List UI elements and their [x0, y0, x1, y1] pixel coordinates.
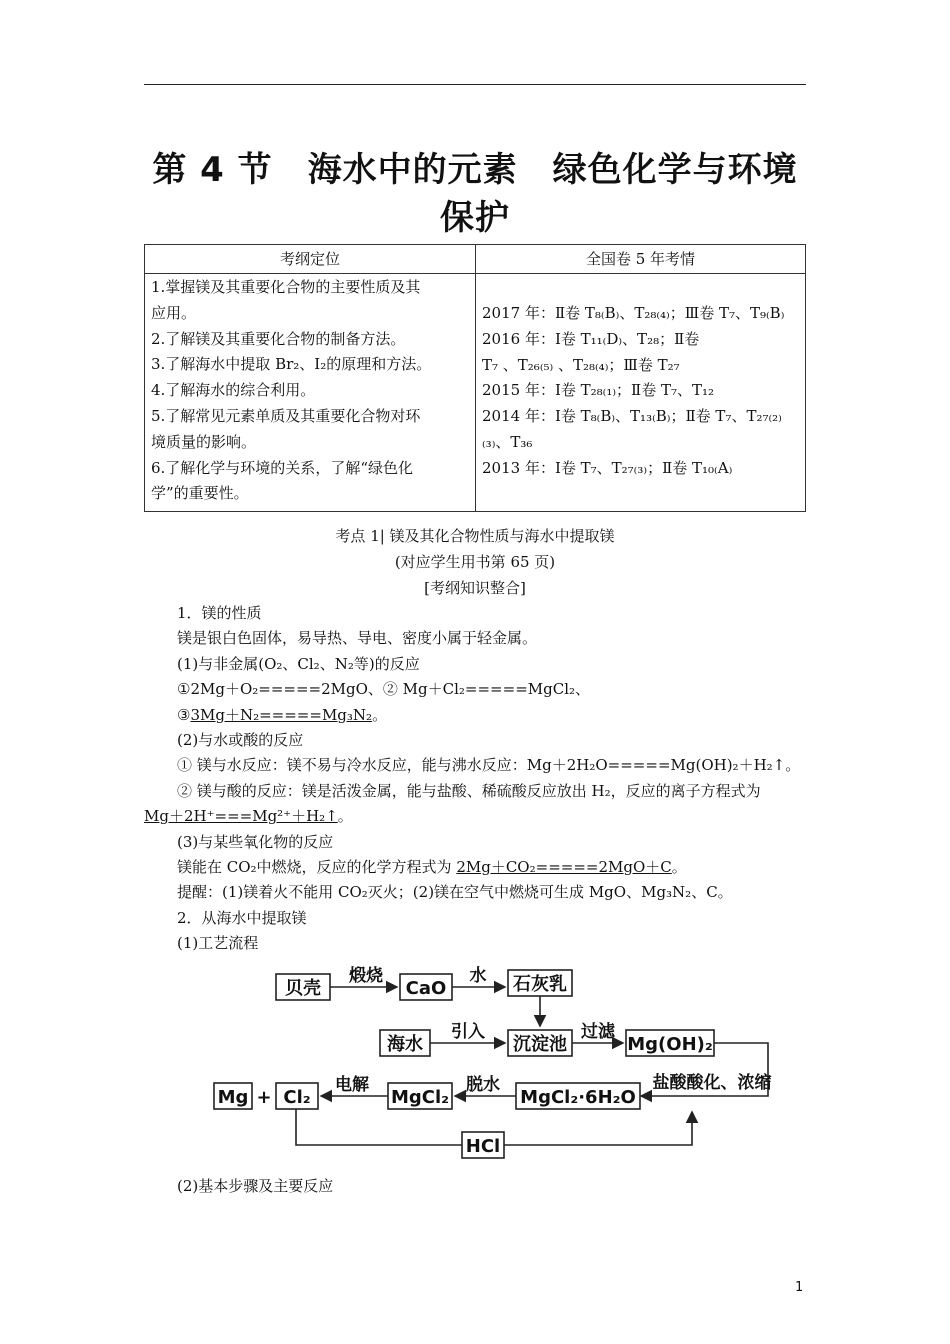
subheading-water-acid: (2)与水或酸的反应 [177, 731, 304, 750]
label-electrolysis: 电解 [335, 1075, 369, 1095]
label-mgcl2: MgCl₂ [390, 1087, 450, 1108]
label-mgoh2: Mg(OH)₂ [627, 1034, 713, 1055]
outline-left-line: 境质量的影响。 [151, 432, 257, 451]
label-calcine: 煅烧 [349, 966, 383, 986]
reaction-prefix: ③ [177, 705, 191, 724]
punctuation: 。 [337, 807, 353, 826]
outline-left-cell [145, 274, 476, 512]
flow-caption: (1)工艺流程 [177, 934, 259, 953]
outline-left-line: 4.了解海水的综合利用。 [151, 381, 316, 400]
label-water: 水 [469, 966, 487, 986]
header-rule [144, 84, 806, 85]
section-heading: 考点 1| 镁及其化合物性质与海水中提取镁 [335, 527, 615, 545]
outline-left-line: 1.掌握镁及其重要化合物的主要性质及其 [151, 278, 421, 296]
outline-table [144, 244, 806, 512]
label-tank: 沉淀池 [513, 1034, 567, 1055]
label-introduce: 引入 [451, 1022, 485, 1042]
subheading-nonmetal: (1)与非金属(O₂、Cl₂、N₂等)的反应 [177, 654, 420, 673]
answer-co2-equation: 2Mg＋CO₂=====2MgO＋C [456, 858, 672, 877]
outline-header-left: 考纲定位 [145, 245, 476, 274]
outline-right-line: 2017 年：Ⅱ卷 T₈₍B₎、T₂₈₍₄₎；Ⅲ卷 T₇、T₉₍B₎ [482, 304, 785, 322]
tip-line: 提醒：(1)镁着火不能用 CO₂灭火；(2)镁在空气中燃烧可生成 MgO、Mg₃N₂、C。 [177, 883, 733, 902]
heading-mg-properties: 1．镁的性质 [177, 604, 262, 622]
outline-left-line: 3.了解海水中提取 Br₂、I₂的原理和方法。 [151, 355, 432, 374]
reaction-line-1: ①2Mg＋O₂=====2MgO、② Mg＋Cl₂=====MgCl₂、 [177, 680, 591, 699]
punctuation: 。 [671, 858, 687, 877]
page-title-line1: 第 4 节 海水中的元素 绿色化学与环境 [152, 150, 798, 190]
punctuation: 。 [372, 705, 388, 724]
label-shell: 贝壳 [285, 978, 321, 999]
heading-seawater-extraction: 2．从海水中提取镁 [177, 908, 307, 927]
water-reaction: ① 镁与水反应：镁不易与冷水反应，能与沸水反应：Mg＋2H₂O=====Mg(OH)₂＋H₂↑。 [177, 756, 801, 775]
book-reference: (对应学生用书第 65 页) [394, 553, 556, 571]
outline-right-line: 2015 年：Ⅰ卷 T₂₈₍₁₎；Ⅱ卷 T₇、T₁₂ [482, 381, 715, 400]
label-filter: 过滤 [581, 1022, 615, 1042]
outline-left-line: 学”的重要性。 [151, 484, 249, 503]
outline-right-line: ₍₃₎、T₃₆ [482, 432, 533, 451]
label-mgcl2-hydrate: MgCl₂·6H₂O [520, 1087, 636, 1108]
label-acidify: 盐酸酸化、浓缩 [652, 1073, 772, 1093]
reaction-line-2 [144, 703, 810, 728]
outline-right-cell [476, 274, 806, 512]
label-limemilk: 石灰乳 [513, 974, 567, 995]
mg-extraction-flowchart [200, 958, 780, 1166]
subheading-oxides: (3)与某些氧化物的反应 [177, 832, 334, 851]
acid-reaction-eq-line [144, 804, 810, 829]
label-seawater: 海水 [387, 1034, 423, 1055]
label-dehydrate: 脱水 [466, 1075, 500, 1095]
step2-block [144, 1174, 810, 1199]
outline-right-line: T₇ 、T₂₆₍₅₎ 、T₂₈₍₄₎；Ⅲ卷 T₂₇ [482, 355, 680, 374]
label-cl2: Cl₂ [283, 1087, 311, 1108]
outline-left-line: 5.了解常见元素单质及其重要化合物对环 [151, 406, 421, 425]
line-cl2-to-hcl [296, 1109, 462, 1145]
co2-reaction-text: 镁能在 CO₂中燃烧，反应的化学方程式为 [177, 858, 457, 877]
label-mg: Mg [217, 1087, 249, 1108]
main-content [144, 601, 810, 957]
outline-left-line: 6.了解化学与环境的关系，了解“绿色化 [151, 458, 413, 477]
section-tag: [考纲知识整合] [424, 579, 526, 597]
outline-left-line: 应用。 [151, 303, 197, 322]
label-plus: + [256, 1087, 272, 1108]
answer-ionic-equation: Mg＋2H⁺===Mg²⁺＋H₂↑ [144, 807, 338, 826]
acid-reaction: ② 镁与酸的反应：镁是活泼金属，能与盐酸、稀硫酸反应放出 H₂，反应的离子方程式为 [177, 781, 761, 800]
outline-header-right: 全国卷 5 年考情 [476, 245, 806, 274]
outline-right-line: 2014 年：Ⅰ卷 T₈₍B₎、T₁₃₍B₎；Ⅱ卷 T₇、T₂₇₍₂₎ [482, 407, 782, 426]
paragraph-intro: 镁是银白色固体，易导热、导电、密度小属于轻金属。 [177, 629, 538, 648]
answer-mg3n2: 3Mg＋N₂=====Mg₃N₂ [190, 705, 373, 724]
outline-right-line: 2016 年：Ⅰ卷 T₁₁₍D₎、T₂₈；Ⅱ卷 [482, 329, 700, 348]
co2-reaction-line [144, 855, 810, 880]
outline-right-line: 2013 年：Ⅰ卷 T₇、T₂₇₍₃₎；Ⅱ卷 T₁₀₍A₎ [482, 458, 733, 477]
page-number: 1 [795, 1280, 804, 1295]
outline-left-line: 2.了解镁及其重要化合物的制备方法。 [151, 329, 406, 348]
arrow-hcl-recycle [504, 1112, 692, 1145]
page-title-line2: 保护 [440, 198, 510, 238]
label-cao: CaO [405, 978, 447, 999]
label-hcl: HCl [465, 1136, 501, 1157]
step2-heading: (2)基本步骤及主要反应 [177, 1177, 334, 1195]
